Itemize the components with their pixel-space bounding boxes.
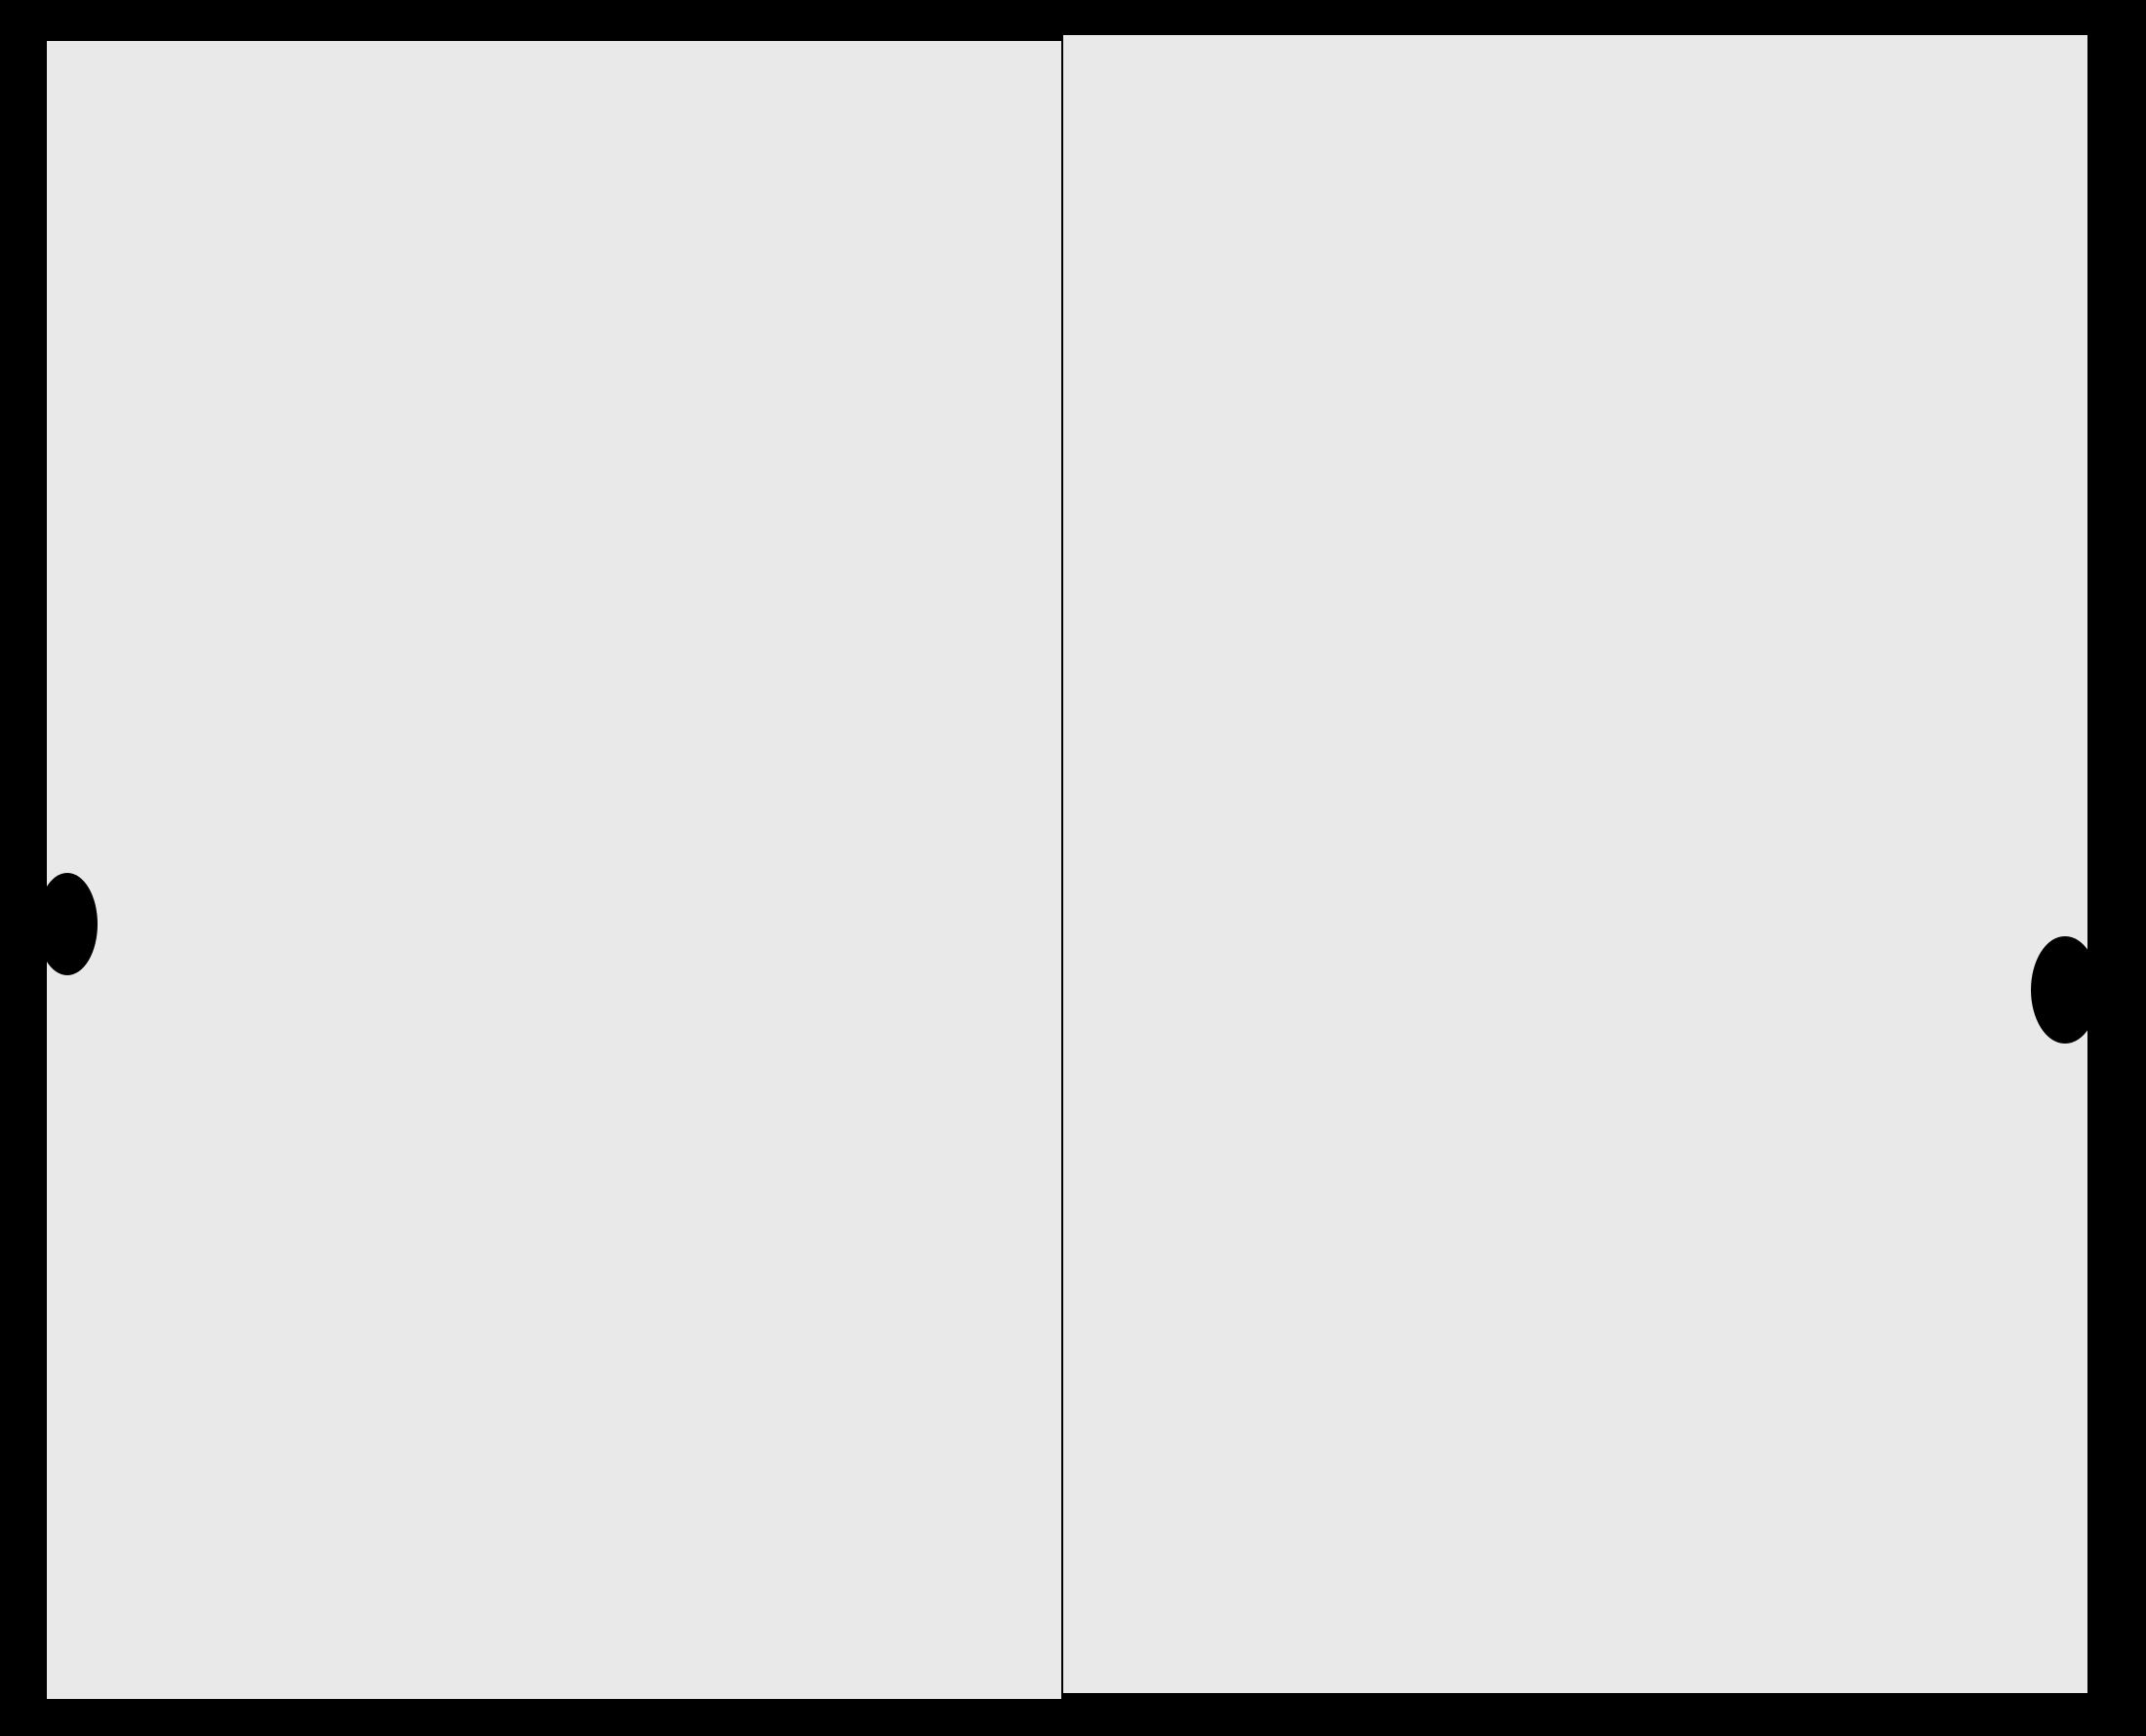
right-page-notch [2031,936,2099,1044]
right-page [1063,35,2087,1693]
left-page-notch [37,873,98,975]
left-page [47,41,1061,1699]
left-ruled-grid [47,41,1061,1699]
right-ruled-grid [1063,35,2087,1693]
